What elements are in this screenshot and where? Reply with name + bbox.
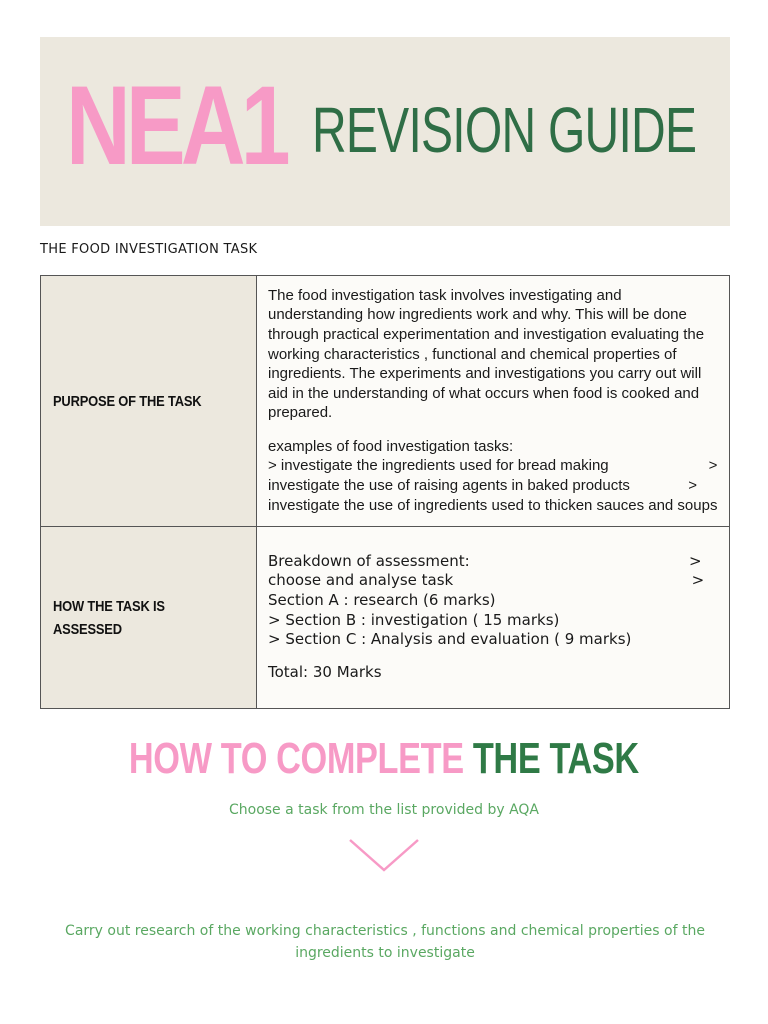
assessment-content-cell [257, 527, 730, 709]
purpose-content-cell [257, 276, 730, 527]
purpose-row [41, 276, 730, 527]
how-to-heading-green: THE TASK [473, 734, 639, 783]
purpose-label-cell [41, 276, 257, 527]
purpose-label: PURPOSE OF THE TASK [53, 392, 202, 410]
assessment-line: > Section B : investigation ( 15 marks) [268, 610, 560, 629]
chevron-down-icon [348, 838, 420, 874]
purpose-paragraph: The food investigation task involves investigating and understanding how ingredients work and why. This will be done through practical experimentation and investigation evaluating the working characteristics , functional and chemical properties of ingredients. The experiments and investigations you carry out will aid in the understanding of what occurs when food is cooked and prepared. [268, 286, 705, 422]
assessment-line: Breakdown of assessment: > [268, 551, 702, 570]
step-1-text: Choose a task from the list provided by AQA [228, 802, 540, 818]
step-2-text: Carry out research of the working characteristics , functions and chemical properties of the ingredients to investigate [65, 923, 705, 961]
assessment-label-line: HOW THE TASK IS [53, 597, 165, 615]
example-item: investigate the use of ingredients used to thicken sauces and soups [268, 496, 718, 514]
example-item: > investigate the ingredients used for bread making > [268, 457, 718, 475]
assessment-row [41, 527, 730, 709]
example-item: investigate the use of raising agents in baked products > [268, 477, 698, 495]
how-to-heading-pink: HOW TO COMPLETE [129, 734, 474, 783]
assessment-line: choose and analyse task > [268, 571, 705, 590]
task-info-table [40, 275, 730, 709]
assessment-label-cell [41, 527, 257, 709]
page-title: REVISION GUIDE [312, 94, 697, 166]
total-marks: Total: 30 Marks [268, 662, 382, 681]
assessment-label-line: ASSESSED [53, 620, 122, 638]
examples-heading: examples of food investigation tasks: [268, 437, 514, 455]
nea1-badge: NEA1 [66, 63, 286, 188]
assessment-line: > Section C : Analysis and evaluation ( 9 marks) [268, 630, 632, 649]
section-subtitle: THE FOOD INVESTIGATION TASK [40, 242, 258, 257]
assessment-line: Section A : research (6 marks) [268, 590, 496, 609]
how-to-heading [0, 734, 768, 783]
